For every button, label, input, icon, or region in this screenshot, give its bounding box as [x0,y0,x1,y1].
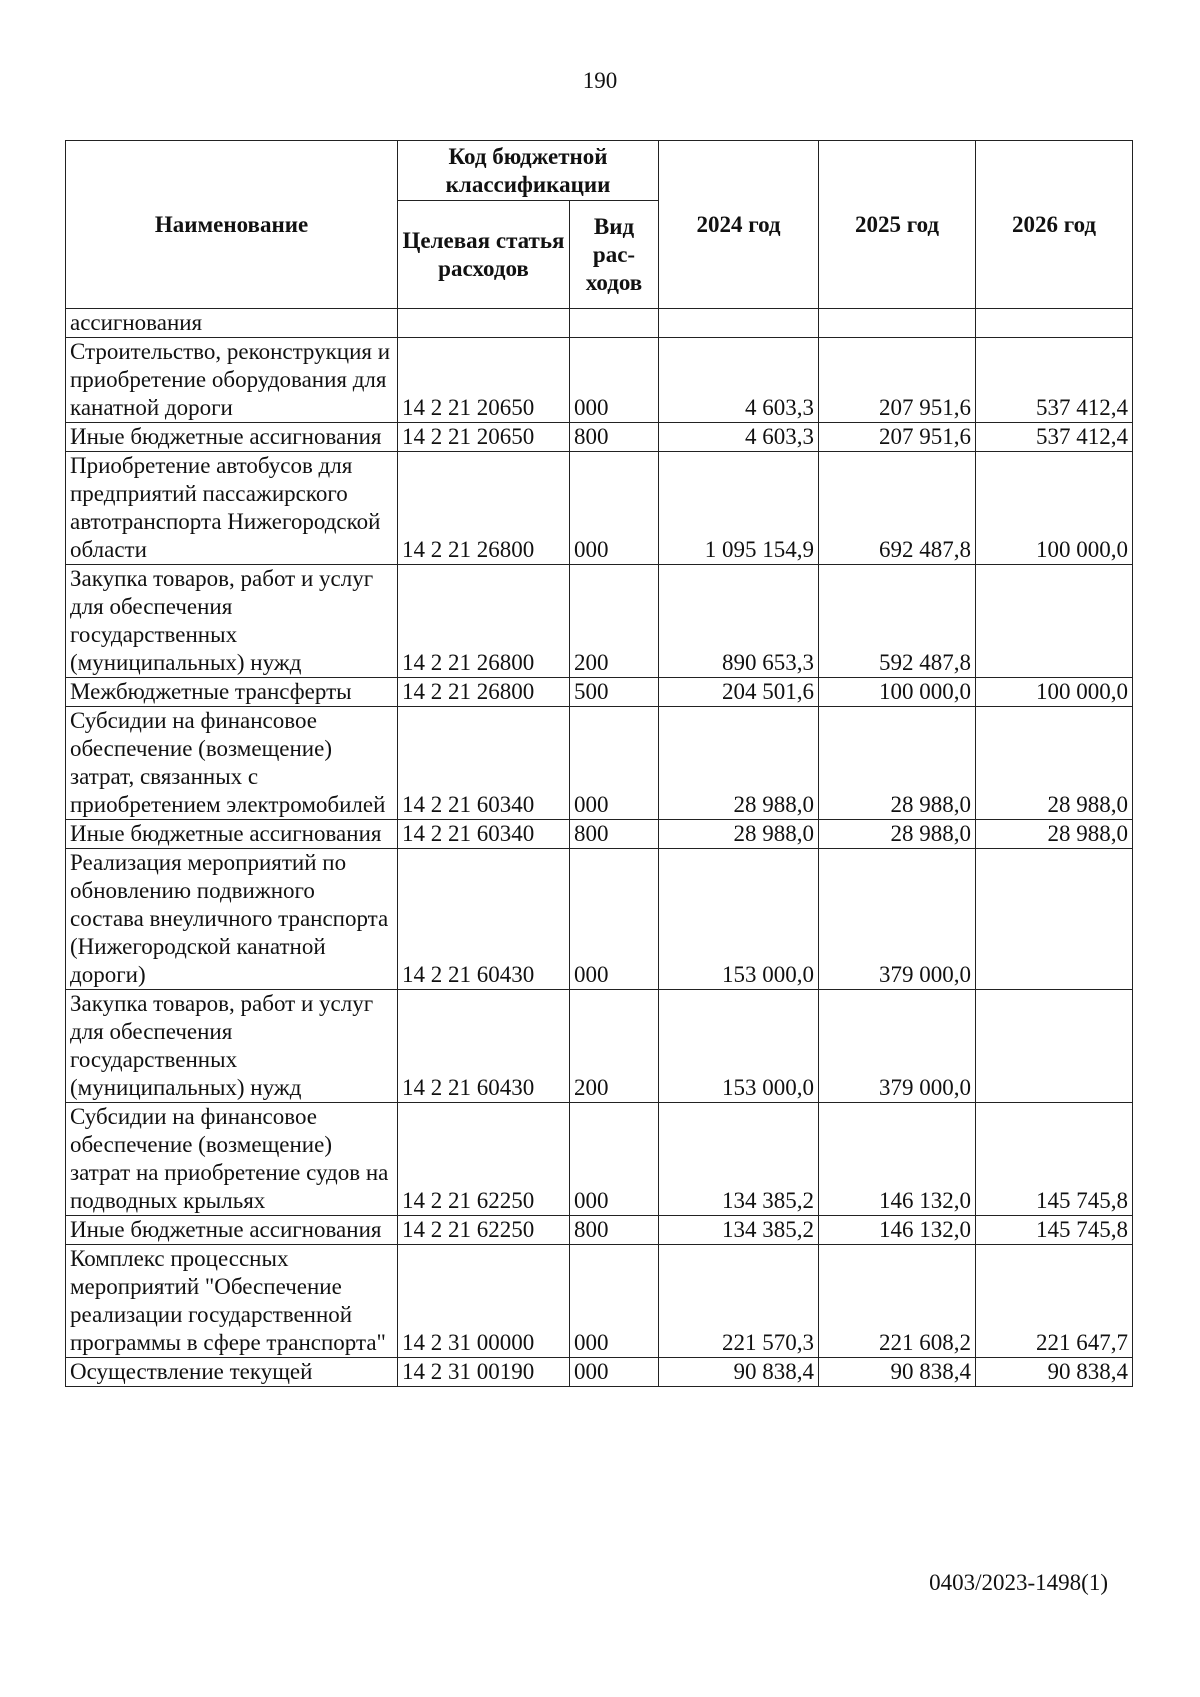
table-row [66,452,1133,565]
row-name: Иные бюджетные ассигнования [66,423,398,452]
row-value-2024: 134 385,2 [659,1103,819,1216]
row-name: Иные бюджетные ассигнования [66,820,398,849]
row-value-2025: 28 988,0 [819,820,976,849]
row-value-2025: 592 487,8 [819,565,976,678]
table-header [66,141,1133,309]
budget-table [65,140,1133,1387]
document-code: 0403/2023-1498(1) [929,1570,1108,1595]
row-name: Субсидии на финансовое обеспечение (возмещение) затрат на приобретение судов на подводных крыльях [66,1103,398,1216]
row-value-2024: 221 570,3 [659,1245,819,1358]
table-row [66,990,1133,1103]
row-value-2025: 379 000,0 [819,990,976,1103]
row-name: Субсидии на финансовое обеспечение (возмещение) затрат, связанных с приобретением электромобилей [66,707,398,820]
row-expense-type: 000 [570,338,659,423]
row-value-2026 [976,990,1133,1103]
row-value-2025: 100 000,0 [819,678,976,707]
row-value-2024: 90 838,4 [659,1358,819,1387]
row-value-2024: 134 385,2 [659,1216,819,1245]
table-row [66,309,1133,338]
row-value-2025: 692 487,8 [819,452,976,565]
row-value-2026: 28 988,0 [976,820,1133,849]
row-target-article: 14 2 21 26800 [398,452,570,565]
row-value-2025: 28 988,0 [819,707,976,820]
row-target-article: 14 2 21 20650 [398,423,570,452]
row-expense-type: 500 [570,678,659,707]
header-2024: 2024 год [659,141,819,309]
row-value-2025 [819,309,976,338]
row-value-2024: 4 603,3 [659,423,819,452]
row-value-2026 [976,849,1133,990]
table-row [66,1245,1133,1358]
row-expense-type: 000 [570,1103,659,1216]
table-row [66,1216,1133,1245]
row-target-article: 14 2 21 62250 [398,1103,570,1216]
row-expense-type: 000 [570,1358,659,1387]
row-expense-type [570,309,659,338]
header-target-article: Целевая статья расходов [398,201,570,309]
row-name: ассигнования [66,309,398,338]
row-value-2025: 207 951,6 [819,423,976,452]
row-target-article: 14 2 21 26800 [398,565,570,678]
table-row [66,565,1133,678]
row-target-article: 14 2 21 60340 [398,707,570,820]
row-value-2026: 28 988,0 [976,707,1133,820]
table-row [66,1358,1133,1387]
row-name: Закупка товаров, работ и услуг для обеспечения государственных (муниципальных) нужд [66,565,398,678]
row-expense-type: 200 [570,565,659,678]
row-expense-type: 000 [570,452,659,565]
row-target-article: 14 2 31 00000 [398,1245,570,1358]
row-value-2024: 153 000,0 [659,849,819,990]
row-target-article: 14 2 21 60340 [398,820,570,849]
row-value-2026: 537 412,4 [976,423,1133,452]
table-row [66,338,1133,423]
row-expense-type: 800 [570,423,659,452]
row-target-article: 14 2 21 26800 [398,678,570,707]
row-value-2026: 145 745,8 [976,1216,1133,1245]
row-value-2024: 1 095 154,9 [659,452,819,565]
table-row [66,849,1133,990]
table-body [66,309,1133,1387]
table-row [66,820,1133,849]
row-name: Закупка товаров, работ и услуг для обеспечения государственных (муниципальных) нужд [66,990,398,1103]
row-value-2026 [976,565,1133,678]
table-row [66,1103,1133,1216]
row-expense-type: 200 [570,990,659,1103]
row-name: Реализация мероприятий по обновлению подвижного состава внеуличного транспорта (Нижегородской канатной дороги) [66,849,398,990]
row-target-article: 14 2 21 62250 [398,1216,570,1245]
row-target-article: 14 2 21 20650 [398,338,570,423]
row-value-2026: 145 745,8 [976,1103,1133,1216]
row-value-2024: 4 603,3 [659,338,819,423]
row-value-2024: 28 988,0 [659,707,819,820]
row-value-2024: 153 000,0 [659,990,819,1103]
row-name: Комплекс процессных мероприятий "Обеспечение реализации государственной программы в сфере транспорта" [66,1245,398,1358]
row-value-2026: 90 838,4 [976,1358,1133,1387]
row-target-article: 14 2 21 60430 [398,849,570,990]
row-target-article [398,309,570,338]
row-expense-type: 800 [570,820,659,849]
row-value-2025: 221 608,2 [819,1245,976,1358]
row-name: Приобретение автобусов для предприятий пассажирского автотранспорта Нижегородской области [66,452,398,565]
row-value-2024: 890 653,3 [659,565,819,678]
row-name: Иные бюджетные ассигнования [66,1216,398,1245]
row-value-2025: 90 838,4 [819,1358,976,1387]
row-name: Осуществление текущей [66,1358,398,1387]
row-value-2025: 146 132,0 [819,1103,976,1216]
row-value-2026: 100 000,0 [976,678,1133,707]
row-value-2025: 379 000,0 [819,849,976,990]
header-2026: 2026 год [976,141,1133,309]
table-row [66,423,1133,452]
header-expense-type: Вид рас-ходов [570,201,659,309]
row-value-2025: 207 951,6 [819,338,976,423]
row-name: Межбюджетные трансферты [66,678,398,707]
row-value-2024: 28 988,0 [659,820,819,849]
header-code-group: Код бюджетной классификации [398,141,659,201]
row-target-article: 14 2 31 00190 [398,1358,570,1387]
row-value-2024 [659,309,819,338]
row-value-2024: 204 501,6 [659,678,819,707]
row-expense-type: 000 [570,849,659,990]
row-value-2025: 146 132,0 [819,1216,976,1245]
header-2025: 2025 год [819,141,976,309]
row-expense-type: 000 [570,707,659,820]
page-number: 190 [582,68,618,93]
row-value-2026: 100 000,0 [976,452,1133,565]
row-value-2026: 537 412,4 [976,338,1133,423]
row-name: Строительство, реконструкция и приобретение оборудования для канатной дороги [66,338,398,423]
row-value-2026 [976,309,1133,338]
table-row [66,678,1133,707]
row-expense-type: 800 [570,1216,659,1245]
table-row [66,707,1133,820]
row-value-2026: 221 647,7 [976,1245,1133,1358]
row-target-article: 14 2 21 60430 [398,990,570,1103]
header-name: Наименование [66,141,398,309]
row-expense-type: 000 [570,1245,659,1358]
